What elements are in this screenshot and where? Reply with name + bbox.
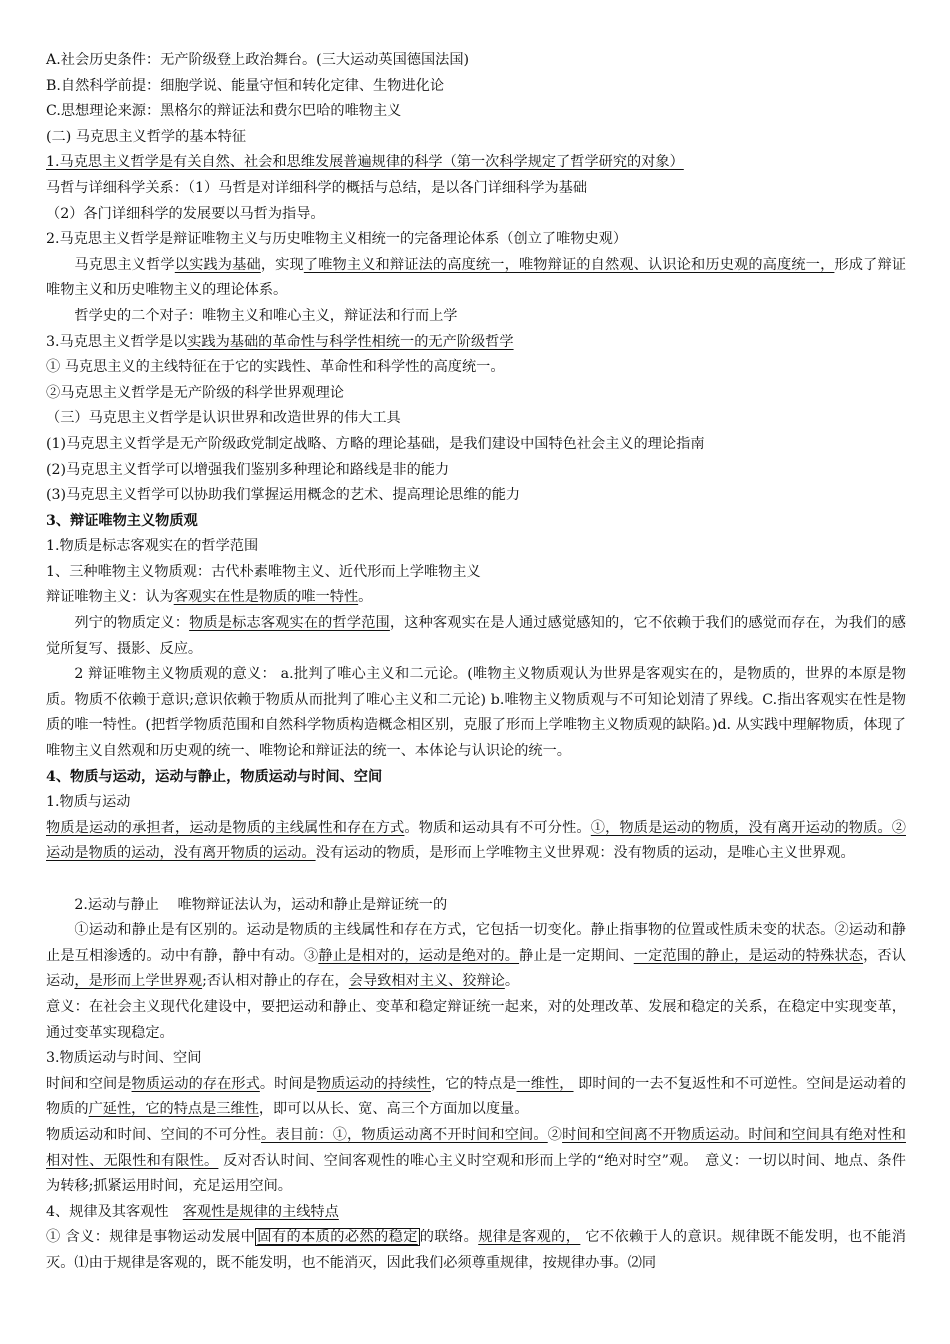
text-span: 的联络。 (419, 1229, 479, 1246)
text-span: ，即可以从长、宽、高三个方面加以度量。 (258, 1101, 529, 1118)
text-line (46, 1200, 906, 1226)
paragraph (46, 918, 906, 995)
underlined-span: 静止是相对的，运动是绝对的。 (318, 947, 520, 964)
text-span: 它不依赖于人的意识。规律既不能发明，也不能消灭。⑴由于规律是客观的，既不能发明，也不能消灭，因此我们必须尊重规律，按规律办事。⑵同 (46, 1229, 906, 1271)
text-line: ②马克思主义哲学是无产阶级的科学世界观理论 (46, 384, 344, 401)
paragraph (46, 611, 906, 662)
text-line: 马哲与详细科学关系：（1）马哲是对详细科学的概括与总结，是以各门详细科学为基础 (46, 179, 588, 196)
text-line: ① 马克思主义的主线特征在于它的实践性、革命性和科学性的高度统一。 (46, 359, 505, 376)
section-heading: （三）马克思主义哲学是认识世界和改造世界的伟大工具 (46, 410, 401, 427)
underlined-span: 。表目前：①，物质运动离不开时间和空间。 (261, 1126, 548, 1143)
underlined-span: 一定范围的静止，是运动的特殊状态 (633, 947, 864, 964)
blank-line (46, 867, 906, 893)
text-span: ① 含义：规律是事物运动发展中 (46, 1229, 256, 1246)
underlined-span: ①，物质是运动的物质，没有离开运动的物质。②运动是物质的运动，没有离开物质的运动。 (46, 819, 906, 862)
text-line: 1.物质与运动 (46, 794, 131, 811)
text-span: ，实现 (260, 256, 304, 273)
text-line: (3)马克思主义哲学可以协助我们掌握运用概念的艺术、提高理论思维的能力 (46, 487, 521, 504)
text-span: 辩证唯物主义：认为 (46, 589, 174, 606)
paragraph (46, 253, 906, 304)
underlined-span: 物质是运动的承担者，运动是物质的主线属性和存在方式 (46, 819, 405, 836)
text-span: ，这种客观实在是人通过感觉感知的，它不依赖于我们的感觉而存在，为我们的感觉所复写、摄影、反应。 (46, 615, 906, 657)
text-span: ，否认运动 (46, 947, 906, 990)
paragraph (46, 1072, 906, 1123)
text-span: 时间和空间是 (46, 1075, 132, 1092)
text-line: 1.马克思主义哲学是有关自然、社会和思维发展普遍规律的科学（第一次科学规定了哲学研究的对象） (46, 154, 684, 171)
text-line: 2.运动与静止 唯物辩证法认为，运动和静止是辩证统一的 (74, 896, 448, 913)
text-line: 1.物质是标志客观实在的哲学范围 (46, 538, 259, 555)
text-line: A.社会历史条件：无产阶级登上政治舞台。(三大运动英国德国法国) (46, 52, 470, 68)
underlined-span: 客观性是规律的主线特点 (182, 1203, 339, 1220)
text-span: 。物质和运动具有不可分性。 (404, 819, 591, 836)
paragraph: 意义：在社会主义现代化建设中，要把运动和静止、变革和稳定辩证统一起来，对的处理改革、发展和稳定的关系，在稳定中实现变革，通过变革实现稳定。 (46, 998, 906, 1041)
underlined-span: ，是形而上学世界观 (74, 973, 203, 990)
text-span: 没有运动的物质，是形而上学唯物主义世界观：没有物质的运动，是唯心主义世界观。 (315, 845, 855, 862)
text-span: 列宁的物质定义： (74, 615, 190, 632)
paragraph (46, 816, 906, 867)
underlined-span: 客观实在性是物质的唯一特性 (173, 589, 359, 606)
text-span: 马克思主义哲学 (74, 256, 175, 273)
paragraph (46, 1123, 906, 1200)
text-line: 2.马克思主义哲学是辩证唯物主义与历史唯物主义相统一的完备理论体系（创立了唯物史观） (46, 231, 628, 248)
underlined-span: 广延性，它的特点是三维性 (88, 1101, 259, 1118)
text-line: （2）各门详细科学的发展要以马哲为指导。 (46, 205, 325, 222)
text-span: 。时间是 (259, 1075, 317, 1092)
text-span: 即时间的一去不复返性和不可逆性。空间是运动着的物质的 (46, 1075, 906, 1118)
text-span: ② (547, 1126, 563, 1143)
text-span: ;否认相对静止的存在， (202, 973, 349, 990)
text-line: 哲学史的二个对子：唯物主义和唯心主义，辩证法和行而上学 (74, 307, 458, 324)
underlined-span: 时间和空间离不开物质运动。时间和空间具有绝对性和相对性、无限性和有限性。 (46, 1126, 906, 1169)
text-span: ①运动和静止是有区别的。运动是物质的主线属性和存在方式，它包括一切变化。静止指事物的位置或性质未变的状态。②运动和静止是互相渗透的。动中有静，静中有动。③ (46, 922, 906, 964)
underlined-span: 以实践为基础 (174, 256, 261, 273)
paragraph (46, 1225, 906, 1276)
text-span: 静止是一定期间、 (519, 947, 634, 964)
underlined-span: 了唯物主义和辩证法的高度统一，唯物辩证的自然观、认识论和历史观的高度统一， (303, 256, 835, 273)
underlined-span: 物质运动的存在形式 (131, 1075, 260, 1092)
text-span: ，它的特点是 (430, 1075, 517, 1092)
text-span: 反对否认时间、空间客观性的唯心主义时空观和形而上学的“绝对时空”观。 意义：一切以时间、地点、条件为转移;抓紧运用时间，充足运用空间。 (46, 1152, 906, 1195)
text-line: (2)马克思主义哲学可以增强我们鉴别多种理论和路线是非的能力 (46, 461, 450, 478)
underlined-span: 物质是标志客观实在的哲学范围 (189, 615, 390, 632)
text-line: 3.物质运动与时间、空间 (46, 1050, 202, 1067)
paragraph: 2 辩证唯物主义物质观的意义： a.批判了唯心主义和二元论。(唯物主义物质观认为世界是客观实在的，是物质的，世界的本原是物质。物质不依赖于意识;意识依赖于物质从而批判了唯心主义和二元论) b.唯物主义物质观与不可知论划清了界线。C.指出客观实在性是物质的唯一特性。(把哲学物质范围和自然科学物质构造概念相区别，克服了形而上学唯物主义物质观的缺陷。)d. 从实践中理解物质，体现了唯物主义自然观和历史观的统一、唯物论和辩证法的统一、本体论与认识论的统一。 (46, 666, 906, 760)
underlined-span: 物质运动的持续性 (316, 1075, 431, 1092)
text-line: C.思想理论来源：黑格尔的辩证法和费尔巴哈的唯物主义 (46, 103, 402, 120)
text-span: 3.马克思主义哲学是以 (46, 333, 188, 350)
text-span: 。 (504, 973, 520, 990)
underlined-span: 会导致相对主义、狡辩论 (348, 973, 505, 990)
underlined-span: 规律是客观的， (478, 1229, 581, 1246)
bold-heading: 4、物质与运动，运动与静止，物质运动与时间、空间 (46, 768, 383, 785)
text-span: 形成了辩证唯物主义和历史唯物主义的理论体系。 (46, 256, 906, 299)
text-span: 。 (358, 589, 373, 606)
section-heading: (二) 马克思主义哲学的基本特征 (46, 128, 247, 145)
text-line: B.自然科学前提：细胞学说、能量守恒和转化定律、生物进化论 (46, 77, 445, 94)
document-page (46, 48, 906, 1277)
text-line: (1)马克思主义哲学是无产阶级政党制定战略、方略的理论基础，是我们建设中国特色社会主义的理论指南 (46, 435, 705, 452)
text-line: 1、三种唯物主义物质观：古代朴素唯物主义、近代形而上学唯物主义 (46, 563, 481, 580)
text-line (46, 585, 906, 611)
bold-heading: 3、辩证唯物主义物质观 (46, 512, 198, 529)
underlined-span: 实践为基础的革命性与科学性相统一的无产阶级哲学 (187, 333, 514, 350)
boxed-span: 固有的本质的必然的稳定 (257, 1229, 418, 1246)
text-span: 物质运动和时间、空间的不可分性 (46, 1126, 262, 1143)
text-line (46, 330, 906, 356)
underlined-span: 一维性， (516, 1075, 574, 1092)
text-span: 4、规律及其客观性 (46, 1203, 183, 1220)
